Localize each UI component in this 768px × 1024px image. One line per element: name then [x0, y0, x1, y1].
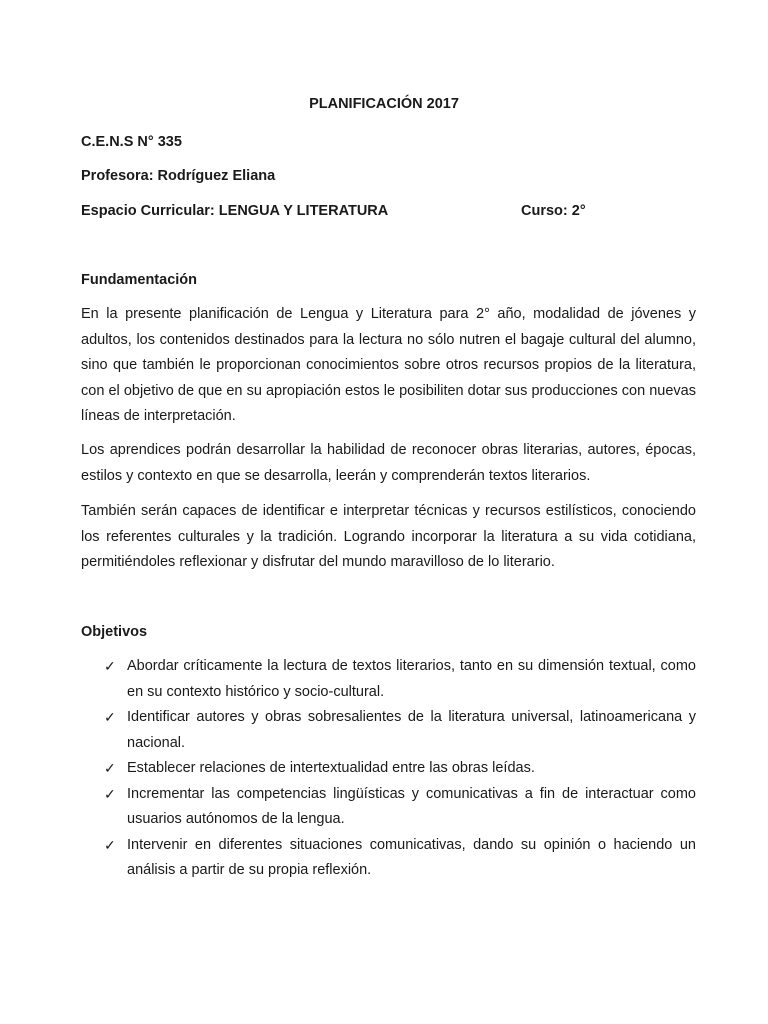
- fundamentacion-heading: Fundamentación: [81, 272, 198, 288]
- fundamentacion-paragraph: También serán capaces de identificar e interpretar técnicas y recursos estilísticos, conociendo los referentes culturales y la tradición. Logrando incorporar la literatura a su vida cotidiana, permitiéndoles reflexionar y disfrutar del mundo maravilloso de lo literario.: [81, 503, 696, 570]
- fundamentacion-paragraph: Los aprendices podrán desarrollar la habilidad de reconocer obras literarias, autores, épocas, estilos y contexto en que se desarrolla, leerán y comprenderán textos literarios.: [81, 442, 696, 484]
- objetivos-heading: Objetivos: [81, 624, 148, 640]
- checkmark-icon: ✓: [104, 785, 116, 802]
- fundamentacion-paragraph: En la presente planificación de Lengua y Literatura para 2° año, modalidad de jóvenes y adultos, los contenidos destinados para la lectura no sólo nutren el bagaje cultural del alumno, sino que también le proporcionan conocimientos sobre otros recursos propios de la literatura, con el objetivo de que en su apropiación estos le posibiliten dotar sus producciones con nuevas líneas de interpretación.: [81, 306, 696, 424]
- school-name: C.E.N.S N° 335: [81, 134, 182, 150]
- checkmark-icon: ✓: [104, 836, 116, 853]
- objetivo-text: Incrementar las competencias lingüísticas y comunicativas a fin de interactuar como usuarios autónomos de la lengua.: [127, 785, 696, 827]
- teacher-name: Profesora: Rodríguez Eliana: [81, 168, 276, 184]
- document-title: PLANIFICACIÓN 2017: [309, 96, 459, 112]
- list-item: [0, 782, 696, 833]
- objetivo-text: Establecer relaciones de intertextualidad entre las obras leídas.: [127, 760, 535, 776]
- objetivo-text: Abordar críticamente la lectura de textos literarios, tanto en su dimensión textual, como en su contexto histórico y socio-cultural.: [127, 658, 696, 700]
- list-item: [0, 705, 696, 756]
- checkmark-icon: ✓: [104, 658, 116, 674]
- subject-name: Espacio Curricular: LENGUA Y LITERATURA: [81, 203, 389, 219]
- objetivo-text: Intervenir en diferentes situaciones comunicativas, dando su opinión o haciendo un análisis a partir de su propia reflexión.: [127, 836, 696, 878]
- list-item: [0, 833, 696, 884]
- checkmark-icon: ✓: [104, 709, 116, 725]
- course-label: Curso: 2°: [521, 203, 586, 219]
- objetivo-text: Identificar autores y obras sobresalientes de la literatura universal, latinoamericana y nacional.: [127, 709, 696, 751]
- list-item: [0, 756, 696, 782]
- objetivos-list: [0, 654, 768, 884]
- list-item: [0, 654, 696, 705]
- checkmark-icon: ✓: [104, 760, 116, 776]
